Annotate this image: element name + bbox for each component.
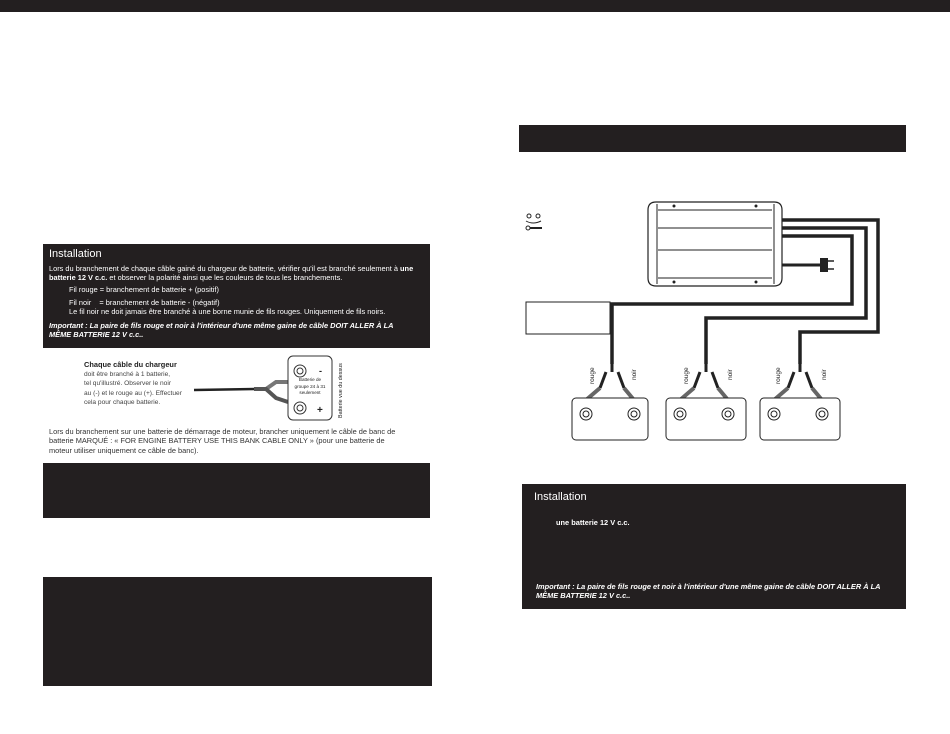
installation-intro: Lors du branchement de chaque câble gainé du chargeur de batterie, vérifier qu'il est branché seulement à une batterie 12 V c.c. et observer la polarité ainsi que les couleurs de tous les branchements.	[49, 264, 414, 283]
plus-terminal-label: +	[317, 405, 323, 416]
important-note-right: Important : La paire de fils rouge et noir à l'intérieur d'une même gaine de câble DOIT ALLER À LA MÊME BATTERIE 12 V c.c..	[536, 582, 881, 601]
red-wire-label: rouge	[589, 367, 596, 384]
red-wire-line: Fil rouge = branchement de batterie + (positif)	[69, 285, 219, 294]
installation-title: Installation	[534, 491, 587, 503]
black-wire-label: noir	[821, 369, 828, 380]
installation-panel-left	[43, 244, 430, 348]
battery-inset-diagram	[188, 352, 358, 426]
red-wire-label: rouge	[683, 367, 690, 384]
dark-panel	[43, 577, 432, 686]
battery-requirement: une batterie 12 V c.c.	[556, 518, 630, 527]
black-wire-label: noir	[727, 369, 734, 380]
label-box	[526, 302, 610, 334]
black-wire-note: Le fil noir ne doit jamais être branché à une borne munie de fils rouges. Uniquement de fils noirs.	[69, 307, 386, 316]
battery-group-label: seulement	[299, 390, 321, 395]
battery-2	[666, 364, 746, 440]
black-wire-label: noir	[631, 369, 638, 380]
cable-note-title: Chaque câble du chargeur	[84, 360, 177, 369]
important-note-left: Important : La paire de fils rouge et noir à l'intérieur d'une même gaine de câble DOIT ALLER À LA MÊME BATTERIE 12 V c.c..	[49, 321, 394, 340]
black-wire-line: Fil noir = branchement de batterie - (négatif)	[69, 298, 220, 307]
minus-terminal-label: -	[319, 366, 322, 376]
top-bar	[0, 0, 950, 12]
battery-3	[760, 364, 840, 440]
cable-note	[84, 360, 188, 408]
engine-battery-note: Lors du branchement sur une batterie de démarrage de moteur, brancher uniquement le câble de banc de batterie MARQUÉ : « FOR ENGINE BATTERY USE THIS BANK CABLE ONLY » (pour une batterie de moteur utiliser uniquement ce câble de banc).	[49, 427, 396, 455]
installation-title: Installation	[49, 248, 102, 260]
installation-panel-right	[522, 484, 906, 609]
battery-group-label: groupe 24 à 31	[294, 384, 326, 389]
red-wire-label: rouge	[775, 367, 782, 384]
battery-group-label: Batterie de	[298, 377, 322, 382]
cable-note-line: tel qu'illustré. Observer le noir	[84, 380, 172, 388]
dark-panel	[43, 463, 430, 518]
battery-top-view-label: Batterie vue du dessus	[338, 363, 344, 418]
wiring-icon	[526, 214, 542, 230]
wiring-diagram	[516, 188, 896, 444]
charger-unit	[648, 202, 782, 286]
power-plug	[782, 258, 834, 272]
battery-1	[572, 364, 648, 440]
section-header-bar	[519, 125, 906, 152]
cable-note-line: cela pour chaque batterie.	[84, 399, 161, 407]
cable-note-line: doit être branché à 1 batterie,	[84, 370, 171, 378]
cable-note-line: au (-) et le rouge au (+). Effectuer	[84, 389, 182, 397]
